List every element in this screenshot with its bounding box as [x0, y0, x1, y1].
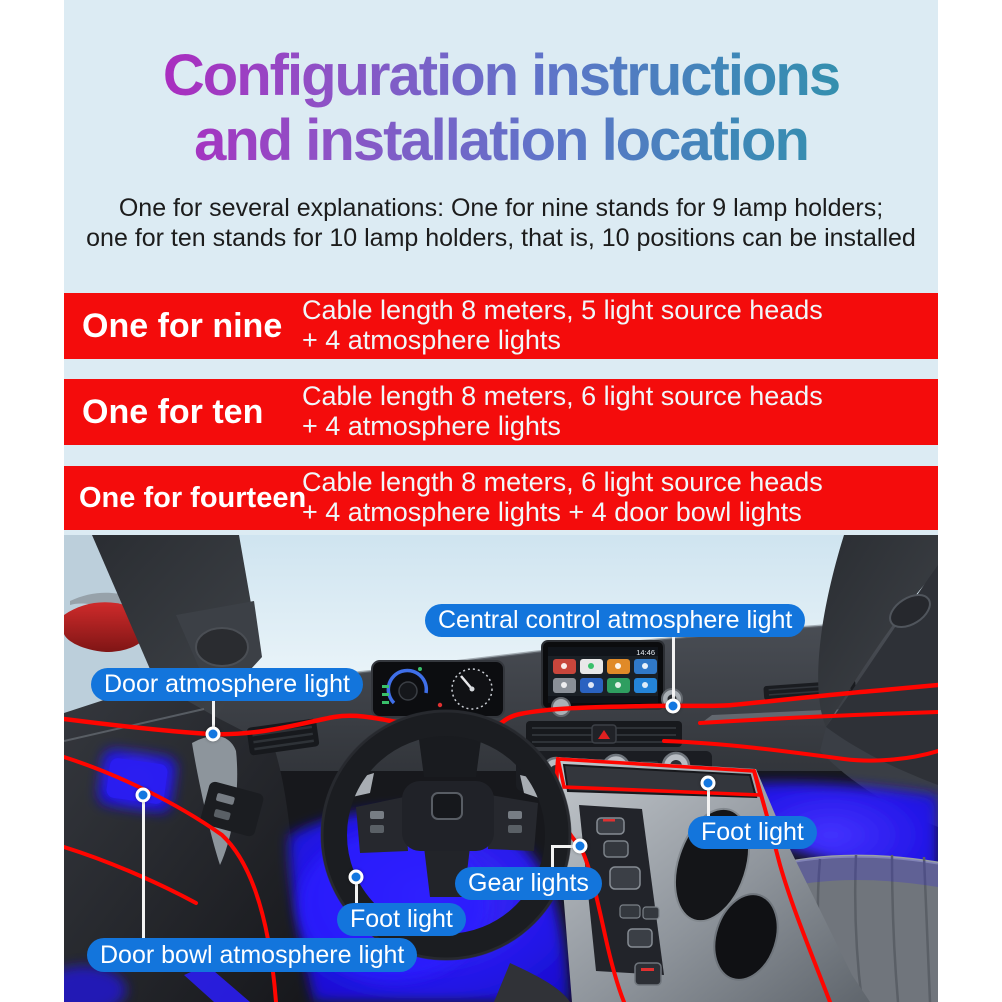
- banner-desc-line1: Cable length 8 meters, 6 light source heads: [302, 467, 823, 498]
- subtitle-line-1: One for several explanations: One for nine stands for 9 lamp holders;: [118, 194, 884, 222]
- callout-dot-door-bowl: [136, 788, 151, 803]
- banner-desc-line1: Cable length 8 meters, 5 light source heads: [302, 295, 823, 326]
- banner-label: One for nine: [82, 306, 283, 345]
- banner-desc-line2: + 4 atmosphere lights + 4 door bowl lights: [302, 497, 802, 527]
- callout-dot-central-control: [666, 699, 681, 714]
- callout-line-central-control: [672, 637, 675, 706]
- tweeter-speaker: [196, 628, 248, 666]
- label-door-bowl-atmosphere-light: Door bowl atmosphere light: [87, 938, 417, 972]
- callout-dot-foot-left: [349, 870, 364, 885]
- banner-label: One for fourteen: [79, 481, 307, 514]
- callout-dot-foot-right: [701, 776, 716, 791]
- car-interior-photo: [64, 535, 938, 1002]
- banner-label: One for ten: [82, 392, 264, 431]
- subtitle-line-2: one for ten stands for 10 lamp holders, that is, 10 positions can be installed: [86, 223, 916, 252]
- banner-description: [302, 296, 823, 355]
- label-central-control-atmosphere-light: Central control atmosphere light: [425, 604, 805, 637]
- banner-desc-line2: + 4 atmosphere lights: [302, 411, 561, 441]
- banner-desc-line1: Cable length 8 meters, 6 light source heads: [302, 381, 823, 412]
- title-line-1: Configuration instructions: [162, 43, 840, 108]
- callout-line-door-bowl: [142, 795, 145, 939]
- label-door-atmosphere-light: Door atmosphere light: [91, 668, 363, 701]
- label-foot-light-right: Foot light: [688, 816, 817, 849]
- banner-one-for-ten: [64, 379, 938, 445]
- title-line-2: and installation location: [194, 107, 808, 173]
- banner-description: [302, 468, 823, 527]
- label-foot-light-left: Foot light: [337, 903, 466, 936]
- screen-clock: 14:46: [636, 648, 655, 657]
- banner-one-for-nine: [64, 293, 938, 359]
- callout-dot-gear: [573, 839, 588, 854]
- callout-dot-door-atmosphere: [206, 727, 221, 742]
- callout-line-gear-vertical: [551, 846, 554, 868]
- page-title: [64, 44, 938, 174]
- label-gear-lights: Gear lights: [455, 867, 602, 900]
- drive-button: [610, 867, 640, 889]
- honda-emblem: [432, 793, 462, 819]
- subtitle: [64, 194, 938, 253]
- banner-one-for-fourteen: [64, 466, 938, 530]
- instrument-cluster: [372, 661, 504, 717]
- banner-description: [302, 382, 823, 441]
- banner-desc-line2: + 4 atmosphere lights: [302, 325, 561, 355]
